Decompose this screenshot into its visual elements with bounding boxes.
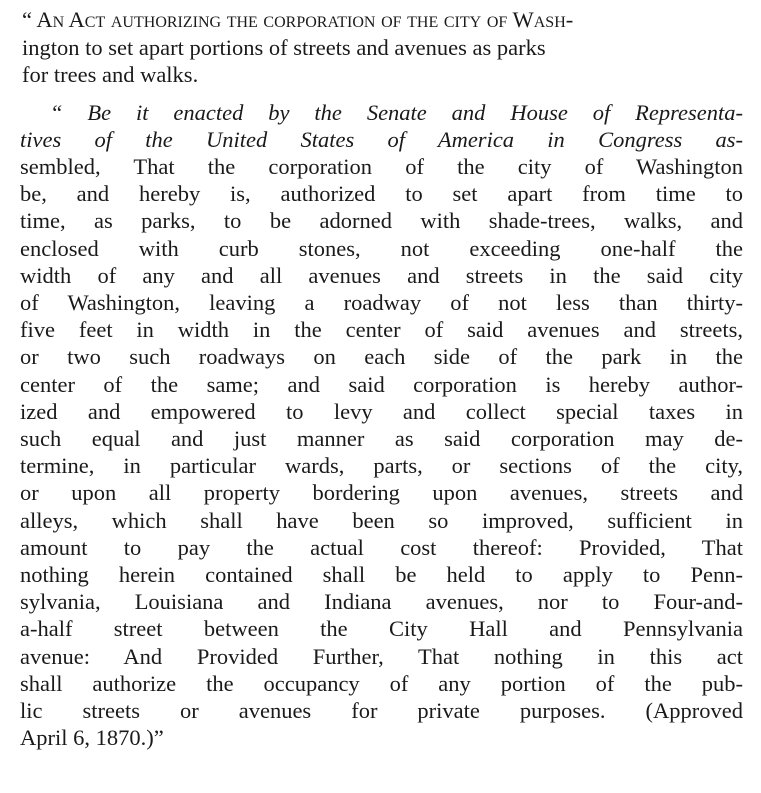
body-line: avenue: And Provided Further, That nothing in this act <box>20 643 743 669</box>
body-line: amount to pay the actual cost thereof: Provided, That <box>20 534 743 560</box>
title-line: for trees and walks. <box>22 62 199 87</box>
title-line: ington to set apart portions of streets and avenues as parks <box>22 34 546 60</box>
body-line: such equal and just manner as said corporation may de- <box>20 425 743 451</box>
body-line: April 6, 1870.)” <box>20 725 164 751</box>
body-line: sylvania, Louisiana and Indiana avenues, nor to Four-and- <box>20 589 743 615</box>
body-line: or upon all property bordering upon avenues, streets and <box>20 480 743 506</box>
act-title <box>20 6 743 89</box>
body-line: alleys, which shall have been so improved, sufficient in <box>20 507 743 533</box>
body-line: of Washington, leaving a roadway of not less than thirty- <box>20 289 743 315</box>
body-line: time, as parks, to be adorned with shade-trees, walks, and <box>20 208 743 234</box>
body-line: tives of the United States of America in Congress as- <box>20 126 743 152</box>
body-line: “ Be it enacted by the Senate and House of Representa- <box>50 99 743 125</box>
body-line: five feet in width in the center of said avenues and streets, <box>20 317 743 343</box>
body-line: lic streets or avenues for private purposes. (Approved <box>20 697 743 723</box>
act-body <box>20 99 743 752</box>
body-line: be, and hereby is, authorized to set apart from time to <box>20 181 743 207</box>
body-line: ized and empowered to levy and collect special taxes in <box>20 398 743 424</box>
body-line: width of any and all avenues and streets in the said city <box>20 262 743 288</box>
body-line: nothing herein contained shall be held to apply to Penn- <box>20 561 743 587</box>
body-line: shall authorize the occupancy of any portion of the pub- <box>20 670 743 696</box>
body-line: sembled, That the corporation of the city of Washington <box>20 153 743 179</box>
body-line: or two such roadways on each side of the park in the <box>20 344 743 370</box>
title-line: “ An Act authorizing the corporation of the city of Wash- <box>22 7 574 32</box>
body-line: enclosed with curb stones, not exceeding one-half the <box>20 235 743 261</box>
body-line: termine, in particular wards, parts, or sections of the city, <box>20 453 743 479</box>
body-line: center of the same; and said corporation is hereby author- <box>20 371 743 397</box>
body-line: a-half street between the City Hall and Pennsylvania <box>20 616 743 642</box>
